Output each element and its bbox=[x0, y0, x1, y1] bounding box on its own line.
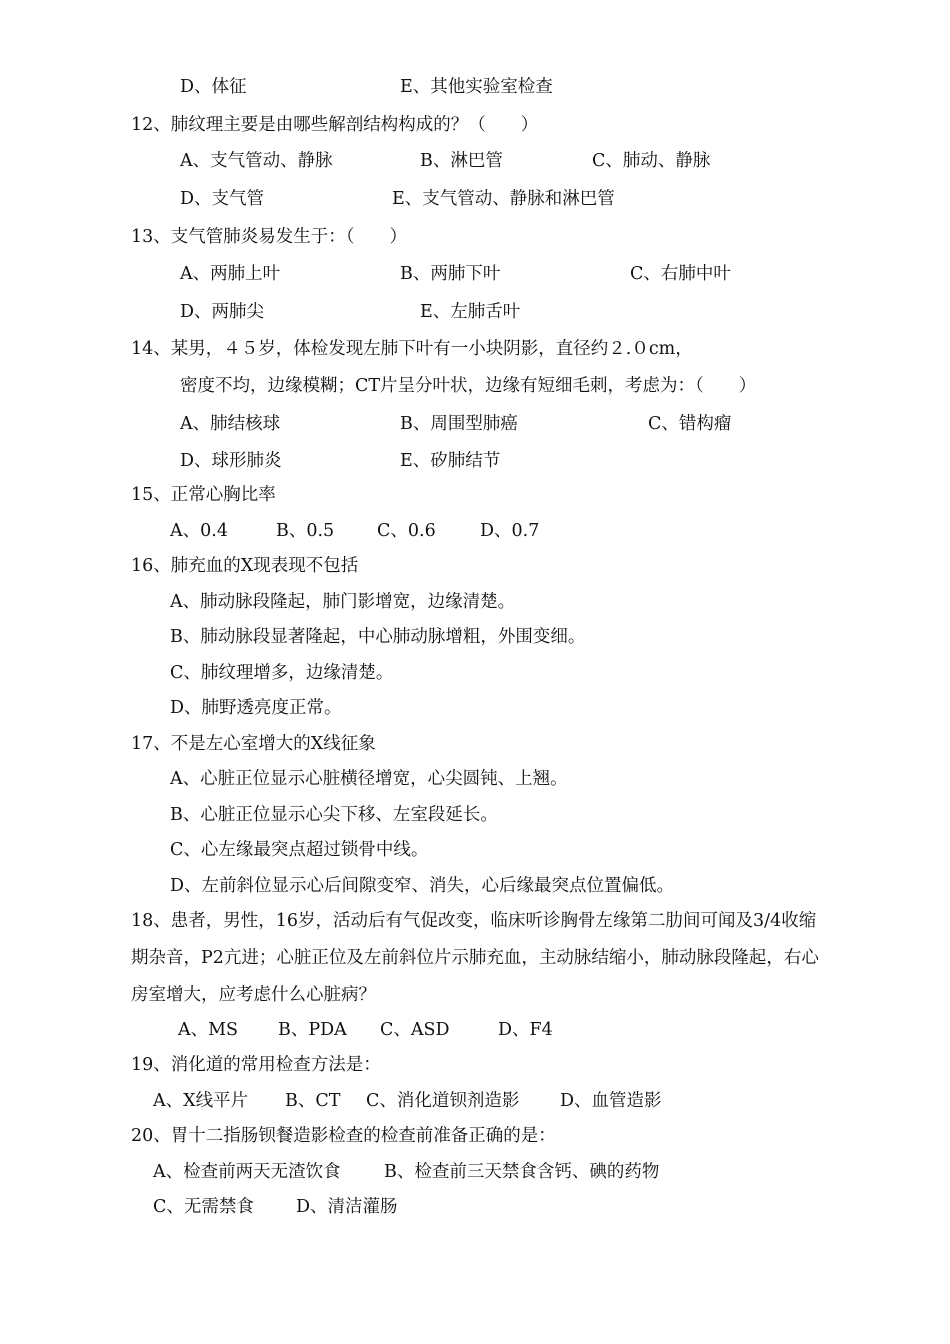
q14-option-c: C、错构瘤 bbox=[648, 414, 732, 434]
q18-option-a: A、MS bbox=[178, 1020, 239, 1040]
q19-option-c: C、消化道钡剂造影 bbox=[366, 1091, 520, 1111]
q14-option-e: E、矽肺结节 bbox=[400, 451, 501, 471]
q12-option-c: C、肺动、静脉 bbox=[592, 151, 711, 171]
q12-option-e: E、支气管动、静脉和淋巴管 bbox=[392, 189, 615, 209]
q20-option-d: D、清洁灌肠 bbox=[296, 1197, 398, 1217]
question-13-stem: 13、支气管肺炎易发生于：（ ） bbox=[131, 227, 408, 247]
q18-option-d: D、F4 bbox=[498, 1020, 553, 1040]
q16-option-b: B、肺动脉段显著隆起，中心肺动脉增粗，外围变细。 bbox=[170, 627, 586, 647]
q17-option-c: C、心左缘最突点超过锁骨中线。 bbox=[170, 840, 429, 860]
question-16-stem: 16、肺充血的X现表现不包括 bbox=[131, 556, 359, 576]
q18-option-c: C、ASD bbox=[380, 1020, 450, 1040]
q17-option-b: B、心脏正位显示心尖下移、左室段延长。 bbox=[170, 805, 498, 825]
question-19-stem: 19、消化道的常用检查方法是： bbox=[131, 1055, 381, 1075]
q17-option-a: A、心脏正位显示心脏横径增宽，心尖圆钝、上翘。 bbox=[170, 769, 568, 789]
question-20-stem: 20、胃十二指肠钡餐造影检查的检查前准备正确的是： bbox=[131, 1126, 556, 1146]
q17-option-d: D、左前斜位显示心后间隙变窄、消失，心后缘最突点位置偏低。 bbox=[170, 876, 675, 896]
q13-option-e: E、左肺舌叶 bbox=[420, 302, 521, 322]
q15-option-d: D、0.7 bbox=[480, 521, 540, 541]
option-e: E、其他实验室检查 bbox=[400, 77, 553, 97]
q13-option-d: D、两肺尖 bbox=[180, 302, 265, 322]
q20-option-c: C、无需禁食 bbox=[153, 1197, 254, 1217]
q13-option-b: B、两肺下叶 bbox=[400, 264, 501, 284]
q13-option-a: A、两肺上叶 bbox=[180, 264, 281, 284]
q15-option-c: C、0.6 bbox=[377, 521, 436, 541]
q12-option-b: B、淋巴管 bbox=[420, 151, 503, 171]
q20-option-a: A、检查前两天无渣饮食 bbox=[153, 1162, 341, 1182]
q19-option-d: D、血管造影 bbox=[560, 1091, 662, 1111]
q14-option-a: A、肺结核球 bbox=[180, 414, 281, 434]
question-15-stem: 15、正常心胸比率 bbox=[131, 485, 276, 505]
q13-option-c: C、右肺中叶 bbox=[630, 264, 731, 284]
question-18-stem-line2: 期杂音，P2亢进；心脏正位及左前斜位片示肺充血，主动脉结缩小，肺动脉段隆起，右心 bbox=[131, 948, 819, 968]
q15-option-a: A、0.4 bbox=[170, 521, 228, 541]
question-18-stem: 18、患者，男性，16岁，活动后有气促改变，临床听诊胸骨左缘第二肋间可闻及3/4收缩 bbox=[131, 911, 817, 931]
option-d: D、体征 bbox=[180, 77, 247, 97]
q15-option-b: B、0.5 bbox=[276, 521, 335, 541]
q19-option-b: B、CT bbox=[285, 1091, 341, 1111]
question-12-stem: 12、肺纹理主要是由哪些解剖结构构成的？（ ） bbox=[131, 115, 539, 135]
q14-option-d: D、球形肺炎 bbox=[180, 451, 282, 471]
q16-option-a: A、肺动脉段隆起，肺门影增宽，边缘清楚。 bbox=[170, 592, 516, 612]
question-18-stem-line3: 房室增大，应考虑什么心脏病？ bbox=[131, 985, 376, 1005]
q19-option-a: A、X线平片 bbox=[153, 1091, 249, 1111]
question-17-stem: 17、不是左心室增大的X线征象 bbox=[131, 734, 376, 754]
question-14-stem-cont: 密度不均，边缘模糊；CT片呈分叶状，边缘有短细毛刺，考虑为：（ ） bbox=[180, 376, 757, 396]
q18-option-b: B、PDA bbox=[278, 1020, 347, 1040]
q12-option-a: A、支气管动、静脉 bbox=[180, 151, 333, 171]
q16-option-c: C、肺纹理增多，边缘清楚。 bbox=[170, 663, 394, 683]
question-14-stem: 14、某男，４５岁，体检发现左肺下叶有一小块阴影，直径约２.０cm， bbox=[131, 339, 693, 359]
q16-option-d: D、肺野透亮度正常。 bbox=[170, 698, 342, 718]
q12-option-d: D、支气管 bbox=[180, 189, 265, 209]
q14-option-b: B、周围型肺癌 bbox=[400, 414, 518, 434]
q20-option-b: B、检查前三天禁食含钙、碘的药物 bbox=[384, 1162, 660, 1182]
